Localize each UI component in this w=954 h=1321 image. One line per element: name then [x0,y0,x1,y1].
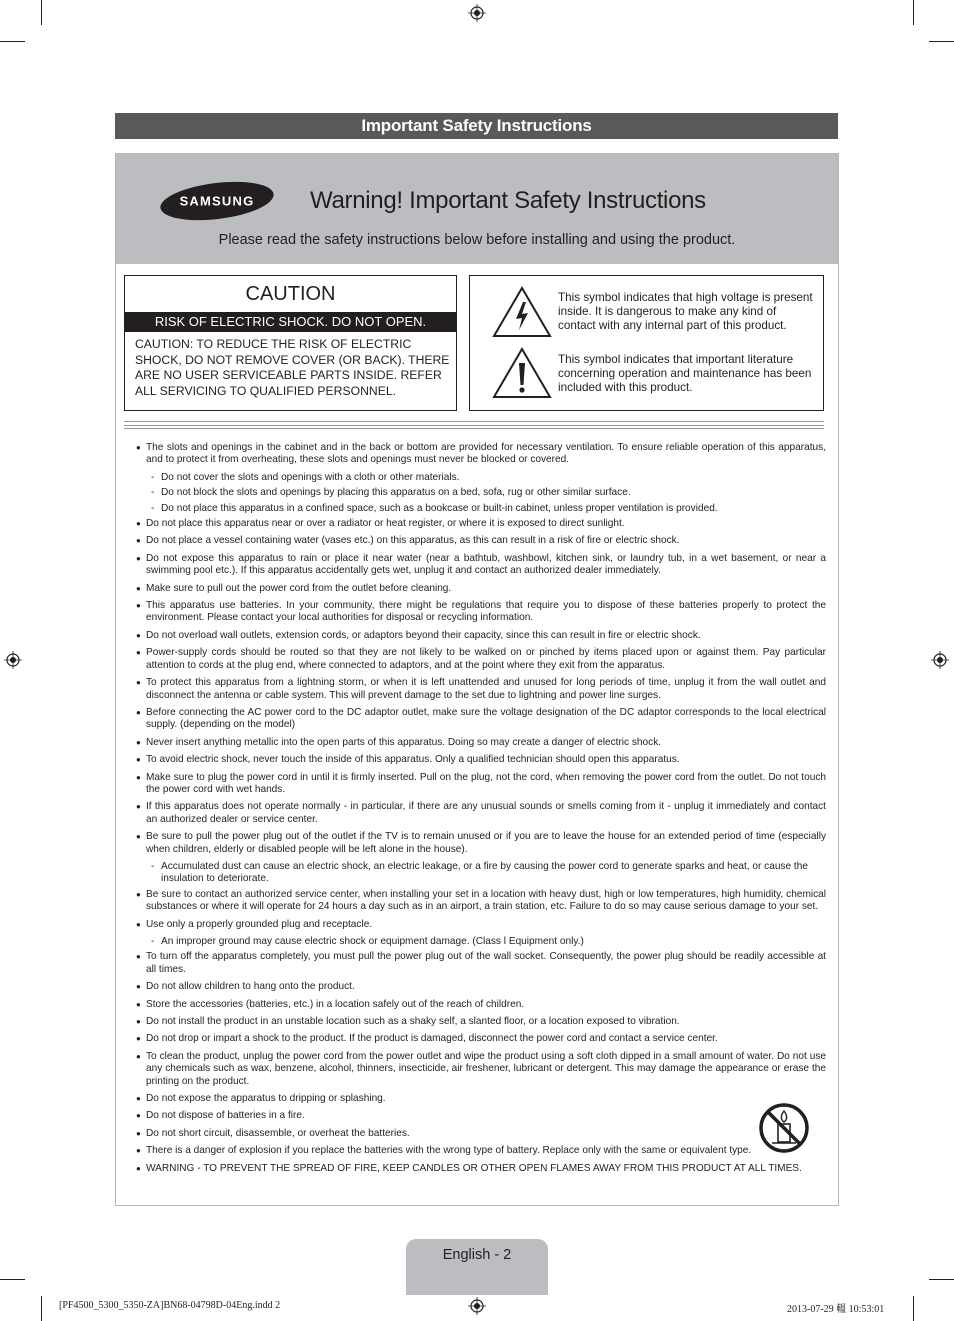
instruction-text: WARNING - TO PREVENT THE SPREAD OF FIRE, KEEP CANDLES OR OTHER OPEN FLAMES AWAY FROM THIS PRODUCT AT ALL TIMES. [146,1162,802,1174]
bullet-icon: ● [136,755,141,765]
instruction-item [134,737,826,749]
divider [124,425,824,426]
crop-mark [0,41,25,42]
subitem-text: Accumulated dust can cause an electric shock, an electric leakage, or a fire by causing the power cord to generate sparks and heat, or cause the insulation to deteriorate. [161,860,808,885]
bullet-icon: ● [136,832,141,842]
instruction-text: To clean the product, unplug the power cord from the power outlet and wipe the product using a soft cloth dipped in a small amount of water. Do not use any chemicals such as wax, benzene, alcohol, thinners, insecticide, air freshener, lubricant or detergent. This may damage the appearance or erase the printing on the product. [146,1050,826,1087]
instruction-item [134,647,826,672]
registration-mark-icon [4,651,22,669]
instruction-text: Use only a properly grounded plug and receptacle. [146,918,373,930]
bullet-icon: ● [136,802,141,812]
subitem-text: Do not place this apparatus in a confined space, such as a bookcase or built-in cabinet, unless proper ventilation is provided. [161,502,718,514]
svg-text:SAMSUNG: SAMSUNG [179,193,255,209]
instruction-item [134,442,826,467]
instruction-item [134,919,826,931]
instruction-text: Be sure to contact an authorized service center, when installing your set in a location with heavy dust, high or low temperatures, high humidity, chemical substances or where it will operate for 24 hours a day such as in an airport, a train station, etc. Failure to do so may cause serious damage to your set. [146,888,826,913]
samsung-logo [159,181,275,221]
footer-filename: [PF4500_5300_5350-ZA]BN68-04798D-04Eng.indd 2 [59,1300,281,1311]
bullet-icon: ● [136,553,141,563]
instruction-text: Never insert anything metallic into the open parts of this apparatus. Doing so may create a danger of electric shock. [146,736,662,748]
literature-text: This symbol indicates that important literature concerning operation and maintenance has been included with this product. [558,353,812,394]
bullet-icon: ● [136,583,141,593]
instruction-item [134,1110,826,1122]
instruction-item [134,1093,826,1105]
instruction-text: Store the accessories (batteries, etc.) in a location safely out of the reach of children. [146,998,525,1010]
instruction-text: Do not expose the apparatus to dripping or splashing. [146,1093,386,1105]
crop-mark [929,1279,954,1280]
instruction-item [134,981,826,993]
bullet-icon: ● [136,1094,141,1104]
warning-title: Warning! Important Safety Instructions [310,187,706,214]
instruction-subitem [134,487,826,499]
instruction-text: Make sure to plug the power cord in until it is firmly inserted. Pull on the plug, not the cord, when removing the power cord from the outlet. Do not touch the power cord with wet hands. [146,771,826,795]
instruction-subitem [134,472,826,484]
bullet-icon: ● [136,1111,141,1121]
instruction-item [134,553,826,578]
instruction-text: Do not allow children to hang onto the product. [146,981,355,993]
crop-mark [913,1296,914,1321]
subitem-text: Do not cover the slots and openings with a cloth or other materials. [161,471,460,483]
instruction-item [134,889,826,914]
bullet-icon: ● [136,772,141,782]
footer-timestamp: 2013-07-29 轀 10:53:01 [787,1304,885,1315]
instruction-text: To turn off the apparatus completely, you must pull the power plug out of the wall socket. Consequently, the power plug should be readily accessible at all times. [146,951,826,975]
bullet-icon: ● [136,519,141,529]
subitem-text: Do not block the slots and openings by placing this apparatus on a bed, sofa, rug or other similar surface. [161,487,631,499]
instruction-item [134,772,826,797]
instruction-text: Do not drop or impart a shock to the product. If the product is damaged, disconnect the power cord and contact a service center. [146,1033,718,1045]
instruction-item [134,999,826,1011]
instruction-item [134,754,826,766]
bullet-icon: ● [136,630,141,640]
instruction-item [134,1033,826,1045]
symbol-box [469,275,824,411]
bullet-icon: ● [136,443,141,452]
bullet-icon: ● [136,648,141,658]
bullet-icon: ● [136,1051,141,1061]
bullet-icon: ● [136,601,141,611]
crop-mark [41,0,42,25]
bullet-icon: ● [136,952,141,962]
bullet-icon: ● [136,889,141,899]
instruction-item [134,831,826,856]
dash-icon: - [151,502,155,514]
bullet-icon: ● [136,1128,141,1138]
instruction-text: Be sure to pull the power plug out of the outlet if the TV is to remain unused or if you are to leave the house for an extended period of time (especially when children, elderly or disabled people will be left alone in the house). [146,831,826,855]
instruction-text: Before connecting the AC power cord to the DC adaptor outlet, make sure the voltage designation of the DC adaptor corresponds to the local electrical supply. (depending on the model) [146,706,826,731]
divider [124,428,824,429]
page-number-tab [406,1239,548,1295]
dash-icon: - [151,487,155,499]
instruction-text: If this apparatus does not operate normally - in particular, if there are any unusual sounds or smells coming from it - unplug it immediately and contact an authorized dealer or service center. [146,801,826,825]
instruction-text: This apparatus use batteries. In your community, there might be regulations that require you to dispose of these batteries properly to protect the environment. Please contact your local authorities for disposal or recycling information. [146,600,826,624]
instruction-text: There is a danger of explosion if you replace the batteries with the wrong type of battery. Replace only with the same or equivalent type. [146,1145,752,1157]
registration-mark-icon [468,1297,486,1315]
instruction-item [134,583,826,595]
page-number: English - 2 [442,1247,512,1263]
safety-panel [115,153,839,1206]
bullet-icon: ● [136,1163,141,1173]
crop-mark [913,0,914,25]
instruction-text: Make sure to pull out the power cord from the outlet before cleaning. [146,582,452,594]
high-voltage-icon [492,286,552,338]
bullet-icon: ● [136,678,141,688]
instruction-item [134,1163,826,1175]
instruction-text: Do not install the product in an unstable location such as a shaky self, a slanted floor, or a location exposed to vibration. [146,1016,680,1028]
instruction-text: Do not place this apparatus near or over a radiator or heat register, or where it is exposed to direct sunlight. [146,518,625,530]
instruction-item [134,707,826,732]
bullet-icon: ● [136,1146,141,1156]
bullet-icon: ● [136,737,141,747]
bullet-icon: ● [136,919,141,929]
high-voltage-text: This symbol indicates that high voltage is present inside. It is dangerous to make any kind of contact with any internal part of this product. [558,291,813,332]
instruction-item [134,1145,826,1157]
divider [124,421,824,422]
instruction-text: The slots and openings in the cabinet and in the back or bottom are provided for necessary ventilation. To ensure reliable operation of this apparatus, and to protect it from overheating, these slots and openings must never be blocked or covered. [146,442,826,466]
bullet-icon: ● [136,982,141,992]
instruction-text: Do not expose this apparatus to rain or place it near water (near a bathtub, washbowl, kitchen sink, or laundry tub, in a wet basement, or near a swimming pool etc.). If this apparatus accidentally gets wet, unplug it and contact an authorized dealer immediately. [146,552,826,577]
dash-icon: - [151,860,155,872]
instruction-text: Do not overload wall outlets, extension cords, or adaptors beyond their capacity, since this can result in fire or electric shock. [146,629,701,641]
warning-subtitle: Please read the safety instructions below before installing and using the product. [218,232,736,248]
bullet-icon: ● [136,707,141,717]
section-header: Important Safety Instructions [115,113,838,139]
bullet-icon: ● [136,1034,141,1044]
caution-text: CAUTION: TO REDUCE THE RISK OF ELECTRIC SHOCK, DO NOT REMOVE COVER (OR BACK). THERE ARE NO USER SERVICEABLE PARTS INSIDE. REFER ALL SERVICING TO QUALIFIED PERSONNEL. [135,337,450,398]
crop-mark [929,41,954,42]
instruction-item [134,600,826,625]
instruction-item [134,951,826,976]
instructions-list [134,442,826,1180]
instruction-item [134,677,826,702]
instruction-text: To avoid electric shock, never touch the inside of this apparatus. Only a qualified technician should open this apparatus. [146,754,680,766]
caution-title: CAUTION [245,283,336,305]
caution-band: RISK OF ELECTRIC SHOCK. DO NOT OPEN. [125,312,456,332]
crop-mark [41,1296,42,1321]
instruction-subitem [134,936,826,948]
dash-icon: - [151,936,155,947]
bullet-icon: ● [136,1017,141,1027]
instruction-item [134,1128,826,1140]
instruction-item [134,1016,826,1028]
bullet-icon: ● [136,536,141,546]
instruction-text: Do not dispose of batteries in a fire. [146,1110,305,1122]
instruction-subitem [134,503,826,515]
no-candle-icon [758,1102,810,1154]
registration-mark-icon [931,651,949,669]
instruction-item [134,630,826,642]
instruction-item [134,801,826,826]
exclamation-icon [492,347,552,399]
bullet-icon: ● [136,999,141,1009]
warning-header [116,154,838,264]
instruction-text: Do not short circuit, disassemble, or overheat the batteries. [146,1127,410,1139]
instruction-item [134,535,826,547]
dash-icon: - [151,471,155,483]
subitem-text: An improper ground may cause electric shock or equipment damage. (Class l Equipment only.) [161,936,584,947]
crop-mark [0,1279,25,1280]
instruction-item [134,1051,826,1088]
instruction-text: Do not place a vessel containing water (vases etc.) on this apparatus, as this can result in a risk of fire or electric shock. [146,535,680,547]
registration-mark-icon [468,4,486,22]
instruction-text: Power-supply cords should be routed so that they are not likely to be walked on or pinched by items placed upon or against them. Pay particular attention to cords at the plug end, where connected to adaptors, and at the point where they exit from the apparatus. [146,647,826,671]
instruction-subitem [134,861,826,886]
caution-box [124,275,457,411]
instruction-item [134,518,826,530]
instruction-text: To protect this apparatus from a lightning storm, or when it is left unattended and unused for long periods of time, unplug it from the wall outlet and disconnect the antenna or cable system. This will prevent damage to the set due to lightning and power line surges. [146,677,826,701]
